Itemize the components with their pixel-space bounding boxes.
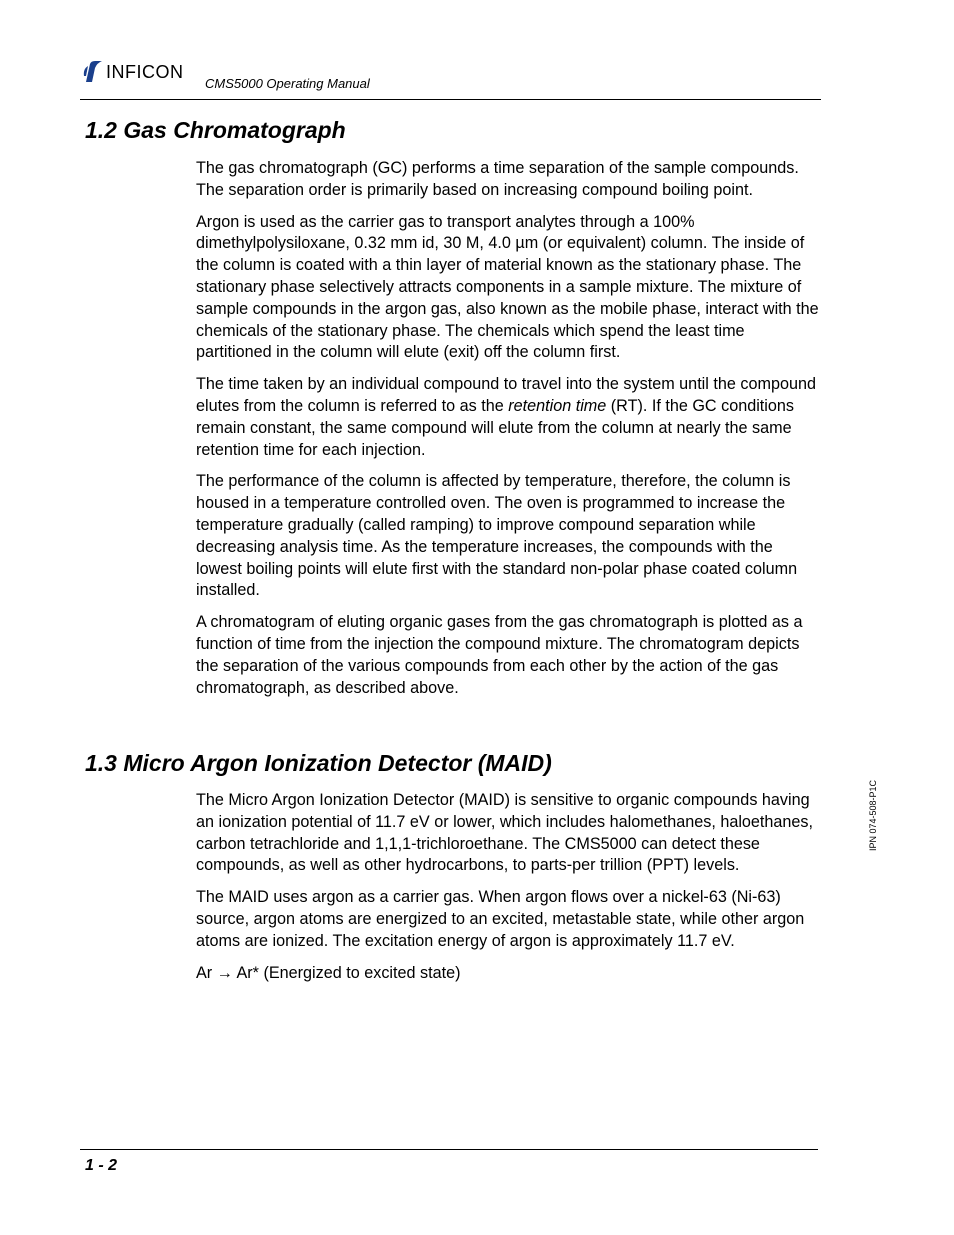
- logo-text: INFICON: [106, 61, 184, 82]
- emphasis-term: retention time: [508, 396, 607, 415]
- paragraph: The gas chromatograph (GC) performs a time separation of the sample compounds. The separation order is primarily based on increasing compound boiling point.: [196, 159, 799, 199]
- document-code-text: IPN 074-508-P1C: [868, 779, 878, 851]
- equation: Ar → Ar* (Energized to excited state): [196, 963, 461, 982]
- section-heading-1-3: 1.3 Micro Argon Ionization Detector (MAID): [85, 750, 552, 776]
- paragraph-text: (RT). If the GC conditions remain constant, the same compound will elute from the column at nearly the same retention time for each injection.: [196, 396, 795, 459]
- page-header: [80, 56, 820, 100]
- paragraph: Argon is used as the carrier gas to transport analytes through a 100% dimethylpolysiloxane, 0.32 mm id, 30 M, 4.0 µm (or equivalent) column. The inside of the column is coated with a thin layer of material known as the stationary phase. The stationary phase selectively attracts components in a sample mixture. The mixture of sample compounds in the argon gas, also known as the mobile phase, interact with the chemicals of the stationary phase. The chemicals which spend the least time partitioned in the column will elute (exit) off the column first.: [196, 212, 819, 362]
- section-body-1-3: [196, 790, 820, 994]
- inficon-logo-icon: [82, 60, 104, 84]
- document-code: [868, 775, 880, 855]
- page-number: 1 - 2: [85, 1157, 118, 1174]
- inficon-logo: [82, 60, 184, 84]
- footer-divider: [80, 1149, 818, 1150]
- manual-title: CMS5000 Operating Manual: [205, 76, 370, 91]
- paragraph: The MAID uses argon as a carrier gas. When argon flows over a nickel-63 (Ni-63) source, argon atoms are energized to an excited, metastable state, while other argon atoms are ionized. The excitation energy of argon is approximately 11.7 eV.: [196, 888, 805, 950]
- paragraph: The performance of the column is affected by temperature, therefore, the column is housed in a temperature controlled oven. The oven is programmed to increase the temperature gradually (called ramping) to improve compound separation while decreasing analysis time. As the temperature increases, the compounds with the lowest boiling points will elute first with the standard non-polar phase coated column installed.: [196, 472, 798, 600]
- header-divider: [80, 99, 821, 100]
- paragraph: [196, 374, 820, 461]
- paragraph: A chromatogram of eluting organic gases from the gas chromatograph is plotted as a function of time from the injection the compound mixture. The chromatogram depicts the separation of the various compounds from each other by the action of the gas chromatograph, as described above.: [196, 613, 803, 697]
- paragraph: The Micro Argon Ionization Detector (MAID) is sensitive to organic compounds having an ionization potential of 11.7 eV or lower, which includes halomethanes, haloethanes, carbon tetrachloride and 1,1,1-trichloroethane. The CMS5000 can detect these compounds, as well as other hydrocarbons, to parts-per trillion (PPT) levels.: [196, 791, 814, 875]
- section-body-1-2: [196, 158, 820, 709]
- paragraph-text: The time taken by an individual compound to travel into the system until the compound elutes from the column is referred to as the: [196, 375, 816, 415]
- section-heading-1-2: 1.2 Gas Chromatograph: [85, 117, 346, 143]
